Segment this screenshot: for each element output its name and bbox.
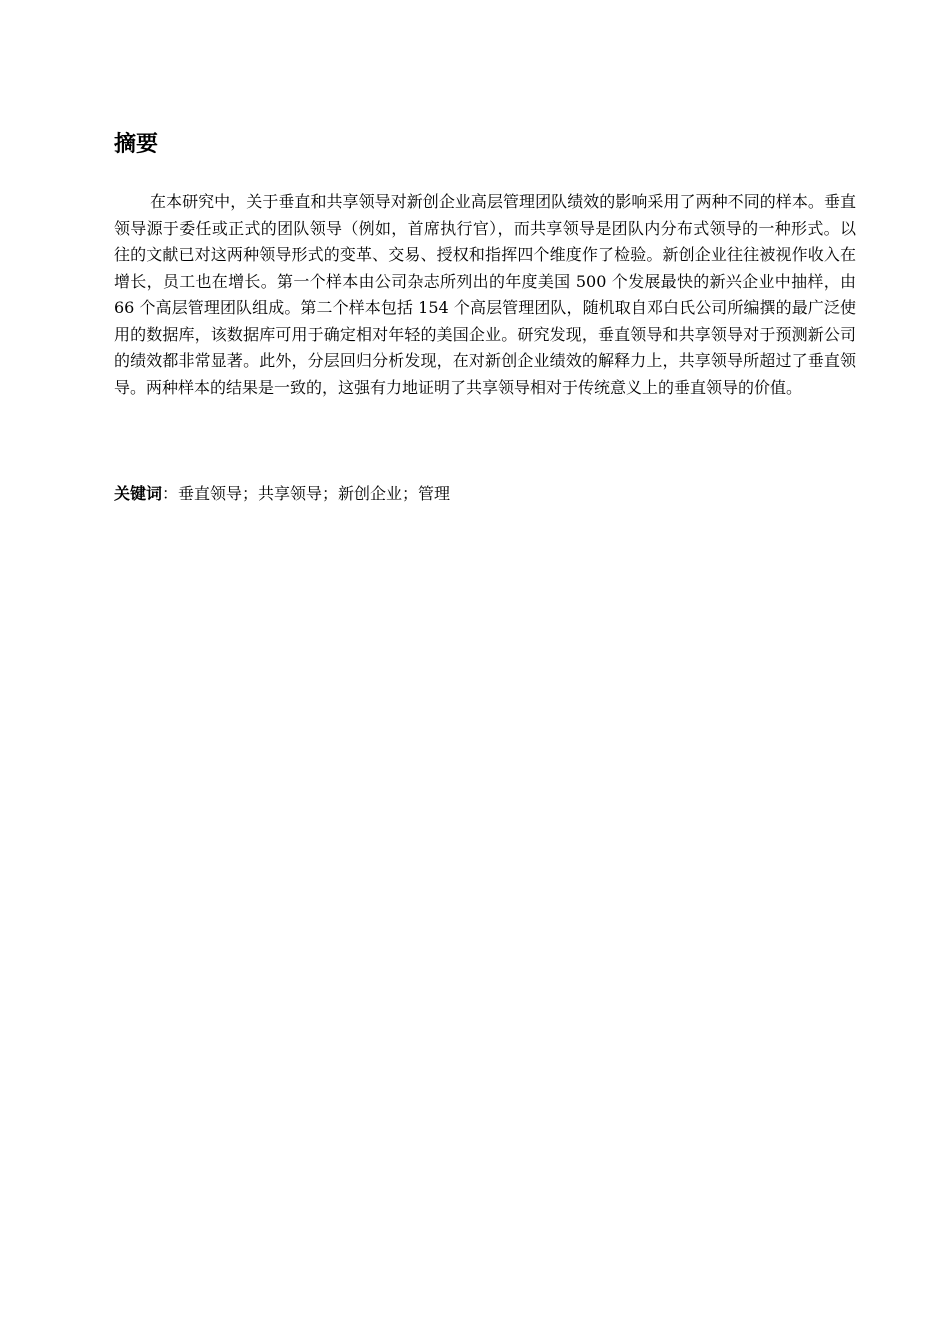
keywords-separator: ：: [162, 484, 179, 503]
keywords-line: [114, 481, 856, 507]
keywords-label: 关键词: [114, 484, 163, 503]
keywords-list: 垂直领导；共享领导；新创企业；管理: [178, 484, 451, 503]
abstract-paragraph: 在本研究中，关于垂直和共享领导对新创企业高层管理团队绩效的影响采用了两种不同的样本。垂直领导源于委任或正式的团队领导（例如，首席执行官），而共享领导是团队内分布式领导的一种形式。以往的文献已对这两种领导形式的变革、交易、授权和指挥四个维度作了检验。新创企业往往被视作收入在增长，员工也在增长。第一个样本由公司杂志所列出的年度美国 500 个发展最快的新兴企业中抽样，由 66 个高层管理团队组成。第二个样本包括 154 个高层管理团队，随机取自邓白氏公司所编撰的最广泛使用的数据库，该数据库可用于确定相对年轻的美国企业。研究发现，垂直领导和共享领导对于预测新公司的绩效都非常显著。此外，分层回归分析发现，在对新创企业绩效的解释力上，共享领导所超过了垂直领导。两种样本的结果是一致的，这强有力地证明了共享领导相对于传统意义上的垂直领导的价值。: [114, 192, 856, 397]
abstract-heading: 摘要: [114, 132, 159, 157]
